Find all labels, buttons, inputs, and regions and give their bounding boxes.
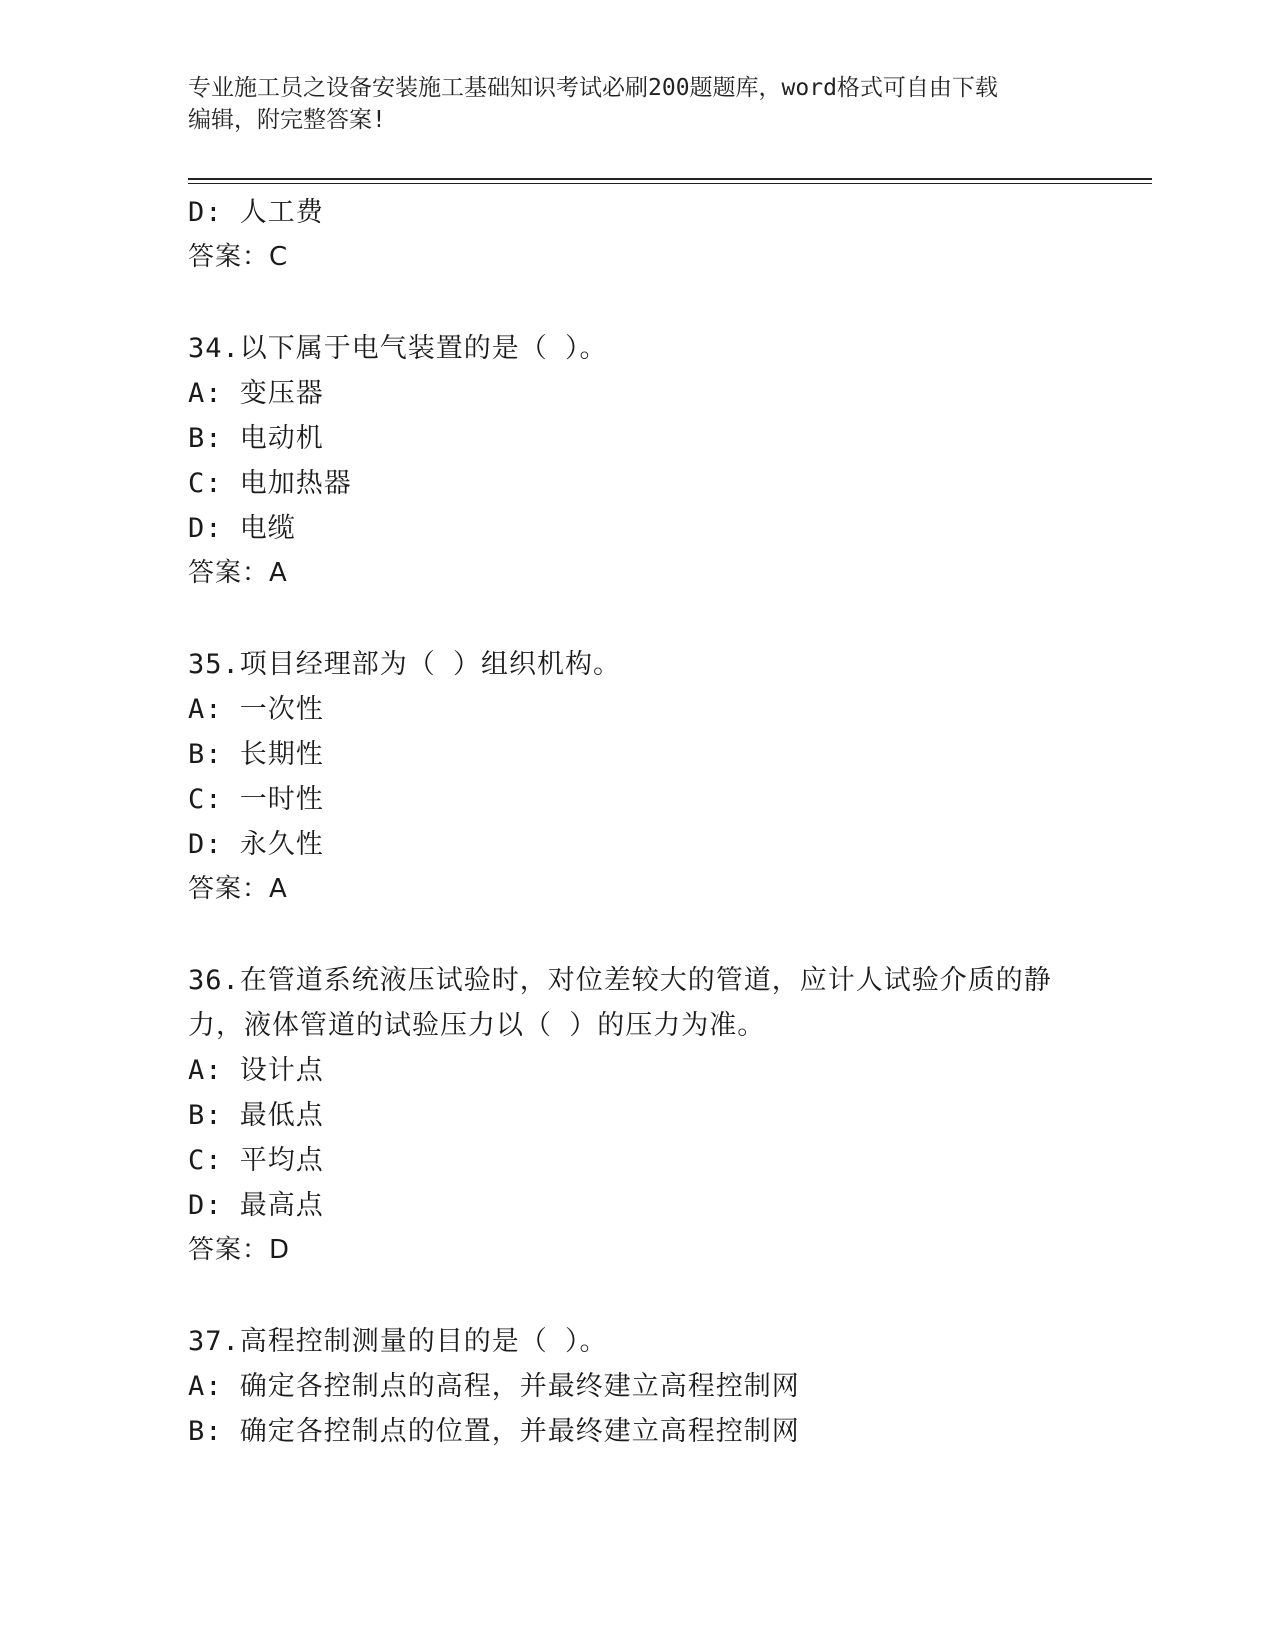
header-line-2: 编辑，附完整答案! (188, 107, 386, 133)
question-stem: 35.项目经理部为（ ）组织机构。 (188, 649, 622, 680)
option-b: B: 长期性 (188, 739, 324, 770)
option-a: A: 一次性 (188, 694, 324, 725)
option-c: C: 电加热器 (188, 468, 352, 499)
option-d: D: 最高点 (188, 1190, 324, 1221)
option-d: D: 人工费 (188, 197, 324, 228)
question-stem-line-1: 36.在管道系统液压试验时，对位差较大的管道，应计人试验介质的静 (188, 965, 1052, 996)
document-header (188, 72, 1088, 136)
question-stem-line-2: 力，液体管道的试验压力以（ ）的压力为准。 (188, 1010, 766, 1041)
option-c: C: 平均点 (188, 1145, 324, 1176)
option-a: A: 变压器 (188, 378, 324, 409)
question-stem: 34.以下属于电气装置的是（ ）。 (188, 333, 608, 364)
question-stem: 37.高程控制测量的目的是（ ）。 (188, 1326, 608, 1357)
option-a: A: 设计点 (188, 1055, 324, 1086)
option-d: D: 电缆 (188, 513, 296, 544)
option-d: D: 永久性 (188, 829, 324, 860)
answer-line: 答案：D (188, 1235, 291, 1265)
option-a: A: 确定各控制点的高程，并最终建立高程控制网 (188, 1371, 800, 1402)
header-line-1: 专业施工员之设备安装施工基础知识考试必刷200题题库，word格式可自由下载 (188, 75, 998, 101)
option-c: C: 一时性 (188, 784, 324, 815)
header-rule-thick (188, 178, 1152, 180)
option-b: B: 确定各控制点的位置，并最终建立高程控制网 (188, 1416, 800, 1447)
option-b: B: 电动机 (188, 423, 324, 454)
answer-line: 答案：A (188, 874, 288, 904)
header-rule-thin (188, 183, 1152, 184)
option-b: B: 最低点 (188, 1100, 324, 1131)
answer-line: 答案：C (188, 242, 289, 272)
answer-line: 答案：A (188, 558, 288, 588)
question-list (188, 190, 1108, 1454)
